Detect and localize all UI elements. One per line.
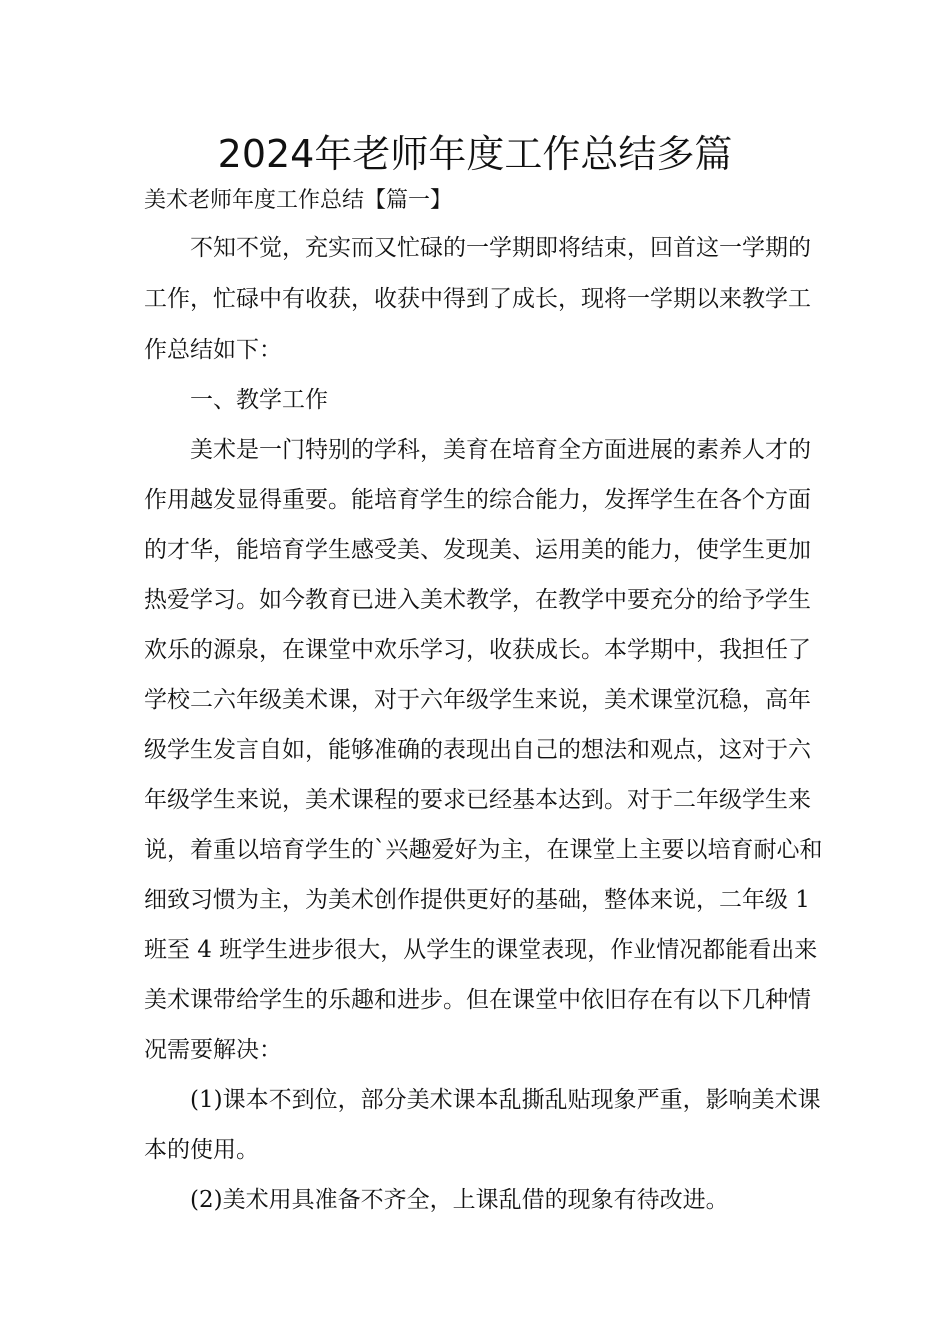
paragraph-line: 的才华，能培育学生感受美、发现美、运用美的能力，使学生更加 (144, 537, 811, 563)
paragraph-line: 美术是一门特别的学科，美育在培育全方面进展的素养人才的 (190, 437, 811, 463)
paragraph-line: 工作，忙碌中有收获，收获中得到了成长，现将一学期以来教学工 (144, 286, 811, 312)
paragraph-line: 年级学生来说，美术课程的要求已经基本达到。对于二年级学生来 (144, 787, 811, 813)
paragraph-line: 细致习惯为主，为美术创作提供更好的基础，整体来说，二年级 1 (144, 887, 810, 913)
paragraph-line: 班至 4 班学生进步很大，从学生的课堂表现，作业情况都能看出来 (144, 937, 818, 963)
paragraph-line: 热爱学习。如今教育已进入美术教学，在教学中要充分的给予学生 (144, 587, 811, 613)
paragraph-line: 欢乐的源泉，在课堂中欢乐学习，收获成长。本学期中，我担任了 (144, 637, 811, 663)
paragraph-line: 不知不觉，充实而又忙碌的一学期即将结束，回首这一学期的 (190, 235, 811, 261)
paragraph-line: 作用越发显得重要。能培育学生的综合能力，发挥学生在各个方面 (144, 487, 811, 513)
paragraph-line: 美术课带给学生的乐趣和进步。但在课堂中依旧存在有以下几种情 (144, 987, 811, 1013)
paragraph-line: 级学生发言自如，能够准确的表现出自己的想法和观点，这对于六 (144, 737, 811, 763)
paragraph-line: 况需要解决： (144, 1037, 282, 1063)
section-heading: 美术老师年度工作总结【篇一】 (144, 188, 453, 213)
paragraph-line: 说，着重以培育学生的`兴趣爱好为主，在课堂上主要以培育耐心和 (144, 837, 823, 863)
list-item-line: (2)美术用具准备不齐全，上课乱借的现象有待改进。 (190, 1187, 729, 1213)
list-item-line: (1)课本不到位，部分美术课本乱撕乱贴现象严重，影响美术课 (190, 1087, 821, 1113)
section-subheading: 一、教学工作 (190, 387, 328, 413)
paragraph-line: 学校二六年级美术课，对于六年级学生来说，美术课堂沉稳，高年 (144, 687, 811, 713)
document-title: 2024年老师年度工作总结多篇 (217, 132, 733, 176)
list-item-line: 本的使用。 (144, 1137, 259, 1163)
paragraph-line: 作总结如下： (144, 337, 282, 363)
